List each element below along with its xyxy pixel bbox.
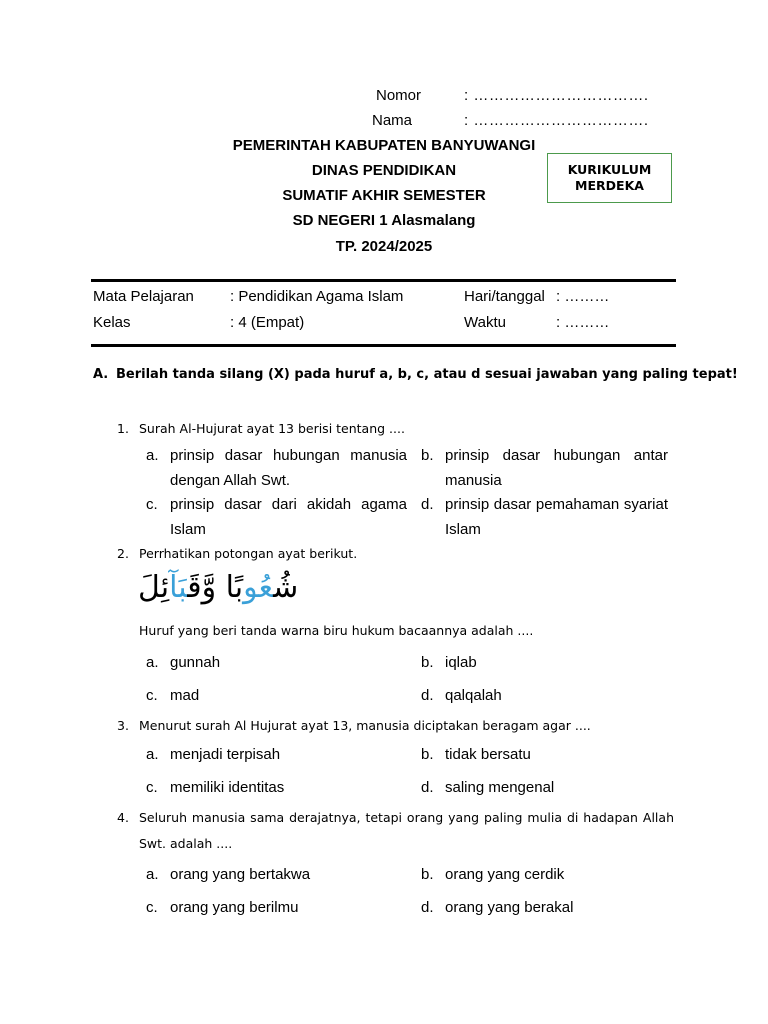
option-letter: c.	[146, 496, 158, 513]
q1-option-c[interactable]	[146, 492, 408, 542]
option-text: orang yang berakal	[445, 899, 574, 916]
question-number: 3.	[117, 718, 129, 733]
question-1	[117, 416, 674, 442]
q4-option-a[interactable]	[146, 862, 408, 887]
section-a-instruction	[93, 367, 738, 382]
option-letter: a.	[146, 447, 159, 464]
section-a-text: Berilah tanda silang (X) pada huruf a, b, c, atau d sesuai jawaban yang paling tepat!	[116, 367, 738, 382]
question-text: Menurut surah Al Hujurat ayat 13, manusia diciptakan beragam agar ....	[139, 718, 591, 733]
option-text: orang yang bertakwa	[170, 866, 311, 883]
q1-option-b[interactable]	[421, 443, 668, 493]
option-text: saling mengenal	[445, 779, 555, 796]
mapel-value: : Pendidikan Agama Islam	[230, 288, 404, 305]
section-a-number: A.	[93, 367, 109, 382]
q4-option-b[interactable]	[421, 862, 668, 887]
option-text: qalqalah	[445, 687, 502, 704]
option-letter: a.	[146, 866, 159, 883]
q2-option-d[interactable]	[421, 683, 668, 708]
header-department: DINAS PENDIDIKAN	[311, 162, 457, 179]
question-text: Perrhatikan potongan ayat berikut.	[139, 546, 358, 561]
top-divider	[91, 279, 676, 282]
option-text: prinsip dasar dari akidah agama Islam	[170, 496, 407, 538]
question-2-subtext: Huruf yang beri tanda warna biru hukum bacaannya adalah ....	[139, 623, 534, 638]
q1-option-a[interactable]	[146, 443, 408, 493]
nomor-value: : …………………………….	[464, 87, 649, 104]
question-number: 2.	[117, 546, 129, 561]
header-government: PEMERINTAH KABUPATEN BANYUWANGI	[232, 137, 536, 154]
nama-label: Nama	[372, 112, 413, 129]
badge-line1: KURIKULUM	[567, 162, 652, 177]
q4-option-d[interactable]	[421, 895, 668, 920]
nomor-label: Nomor	[376, 87, 422, 104]
q2-option-c[interactable]	[146, 683, 408, 708]
q2-option-a[interactable]	[146, 650, 408, 675]
nama-value: : …………………………….	[464, 112, 649, 129]
option-letter: a.	[146, 746, 159, 763]
option-letter: d.	[421, 899, 434, 916]
arabic-verse-excerpt	[138, 570, 298, 605]
option-letter: c.	[146, 899, 158, 916]
question-4	[117, 805, 674, 857]
question-3	[117, 713, 674, 739]
option-text: orang yang cerdik	[445, 866, 565, 883]
mapel-label: Mata Pelajaran	[93, 288, 194, 305]
hari-label: Hari/tanggal	[464, 288, 545, 305]
curriculum-badge	[547, 153, 672, 203]
arabic-part: ئِلَ	[138, 570, 170, 605]
option-letter: b.	[421, 654, 434, 671]
option-letter: d.	[421, 687, 434, 704]
kelas-value: : 4 (Empat)	[230, 314, 305, 331]
option-letter: b.	[421, 746, 434, 763]
arabic-part: شُ	[273, 570, 299, 605]
question-number: 4.	[117, 810, 129, 825]
option-text: menjadi terpisah	[170, 746, 281, 763]
option-letter: a.	[146, 654, 159, 671]
badge-line2: MERDEKA	[575, 178, 644, 193]
option-letter: c.	[146, 779, 158, 796]
option-letter: d.	[421, 779, 434, 796]
option-text: prinsip dasar pemahaman syariat Islam	[445, 496, 668, 538]
header-school: SD NEGERI 1 Alasmalang	[292, 212, 476, 229]
option-text: orang yang berilmu	[170, 899, 299, 916]
header-exam-title: SUMATIF AKHIR SEMESTER	[282, 187, 486, 204]
question-text: Surah Al-Hujurat ayat 13 berisi tentang ....	[139, 421, 405, 436]
q2-option-b[interactable]	[421, 650, 668, 675]
q3-option-a[interactable]	[146, 742, 408, 767]
hari-value: : ………	[556, 288, 610, 305]
arabic-part: بًا وَّقَ	[187, 570, 244, 605]
option-letter: c.	[146, 687, 158, 704]
option-text: iqlab	[445, 654, 477, 671]
q3-option-d[interactable]	[421, 775, 668, 800]
option-letter: b.	[421, 447, 434, 464]
question-2	[117, 541, 674, 567]
option-letter: d.	[421, 496, 434, 513]
waktu-label: Waktu	[464, 314, 506, 331]
bottom-divider	[91, 344, 676, 347]
option-letter: b.	[421, 866, 434, 883]
waktu-value: : ………	[556, 314, 610, 331]
kelas-label: Kelas	[93, 314, 131, 331]
option-text: prinsip dasar hubungan manusia dengan Allah Swt.	[170, 447, 407, 489]
q4-option-c[interactable]	[146, 895, 408, 920]
option-text: tidak bersatu	[445, 746, 531, 763]
question-text: Seluruh manusia sama derajatnya, tetapi orang yang paling mulia di hadapan Allah Swt. adalah ....	[139, 810, 674, 851]
q1-option-d[interactable]	[421, 492, 668, 542]
arabic-highlight: بَآ	[169, 570, 188, 605]
option-text: mad	[170, 687, 200, 704]
q3-option-b[interactable]	[421, 742, 668, 767]
option-text: gunnah	[170, 654, 221, 671]
option-text: memiliki identitas	[170, 779, 285, 796]
header-school-year: TP. 2024/2025	[335, 238, 433, 255]
question-number: 1.	[117, 421, 129, 436]
option-text: prinsip dasar hubungan antar manusia	[445, 447, 668, 489]
arabic-highlight: عُو	[243, 570, 274, 605]
q3-option-c[interactable]	[146, 775, 408, 800]
